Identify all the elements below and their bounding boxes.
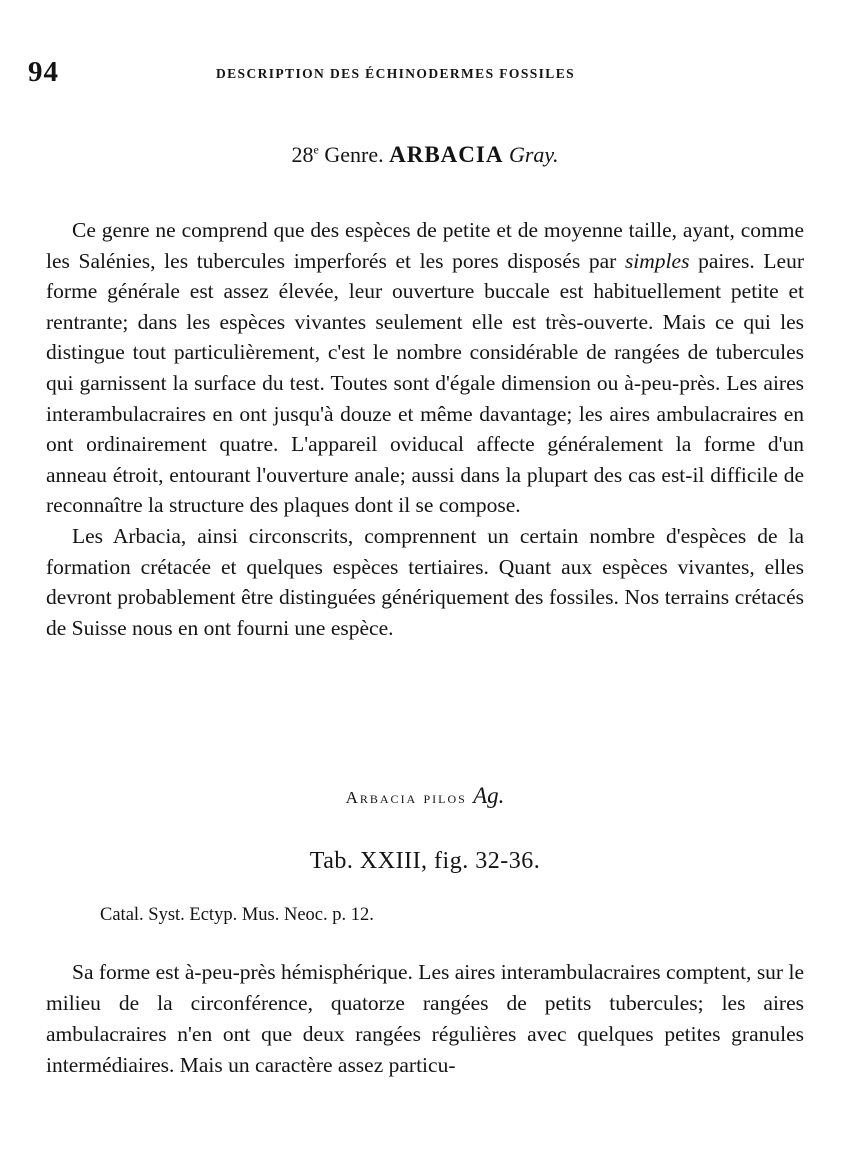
genus-description <box>46 215 804 643</box>
paragraph: Sa forme est à-peu-près hémisphérique. Les aires interambulacraires comptent, sur le milieu de la circonférence, quatorze rangées de petits tubercules; les aires ambulacraires n'en ont que deux rangées régulières avec quelques petites granules intermédiaires. Mais un caractère assez particu- <box>46 960 804 1077</box>
species-heading <box>0 783 850 809</box>
genre-number: 28 <box>291 142 314 167</box>
species-name: Arbacia pilos <box>345 788 467 807</box>
paragraph: Les Arbacia, ainsi circonscrits, comprennent un certain nombre d'espèces de la formation crétacée et quelques espèces tertiaires. Quant aux espèces vivantes, elles devront probablement être distinguées génériquement des fossiles. Nos terrains crétacés de Suisse nous en ont fourni une espèce. <box>46 523 804 640</box>
paragraph-text: Ce genre ne comprend que des espèces de petite et de moyenne taille, ayant, comme les Salénies, les tubercules imperforés et les pores disposés par <box>46 218 804 273</box>
species-description <box>46 957 804 1081</box>
page-number: 94 <box>28 56 59 88</box>
plate-reference: Tab. XXIII, fig. 32-36. <box>309 848 541 874</box>
paragraph-text: paires. Leur forme générale est assez élevée, leur ouverture buccale est habituellement petite et rentrante; dans les espèces vivantes seulement elle est très-ouverte. Mais ce qui les distingue tout particulièrement, c'est le nombre considérable de rangées de tubercules qui garnissent la surface du test. Toutes sont d'égale dimension ou à-peu-près. Les aires interambulacraires en ont jusqu'à douze et même davantage; les aires ambulacraires en ont ordinairement quatre. L'appareil oviducal affecte généralement la forme d'un anneau étroit, entourant l'ouverture anale; aussi dans la plupart des cas est-il difficile de reconnaître la structure des plaques dont il se compose. <box>46 248 805 518</box>
emphasis-text: simples <box>624 248 690 273</box>
species-author: Ag. <box>473 783 505 808</box>
genre-label: Genre. <box>324 142 384 167</box>
genus-name: ARBACIA <box>389 142 504 167</box>
running-title: DESCRIPTION DES ÉCHINODERMES FOSSILES <box>216 66 576 81</box>
genre-heading <box>0 142 850 168</box>
genus-author: Gray. <box>508 142 559 167</box>
catalog-citation: Catal. Syst. Ectyp. Mus. Neoc. p. 12. <box>100 905 374 925</box>
paragraph <box>46 215 804 521</box>
genre-number-superscript: e <box>313 142 319 157</box>
